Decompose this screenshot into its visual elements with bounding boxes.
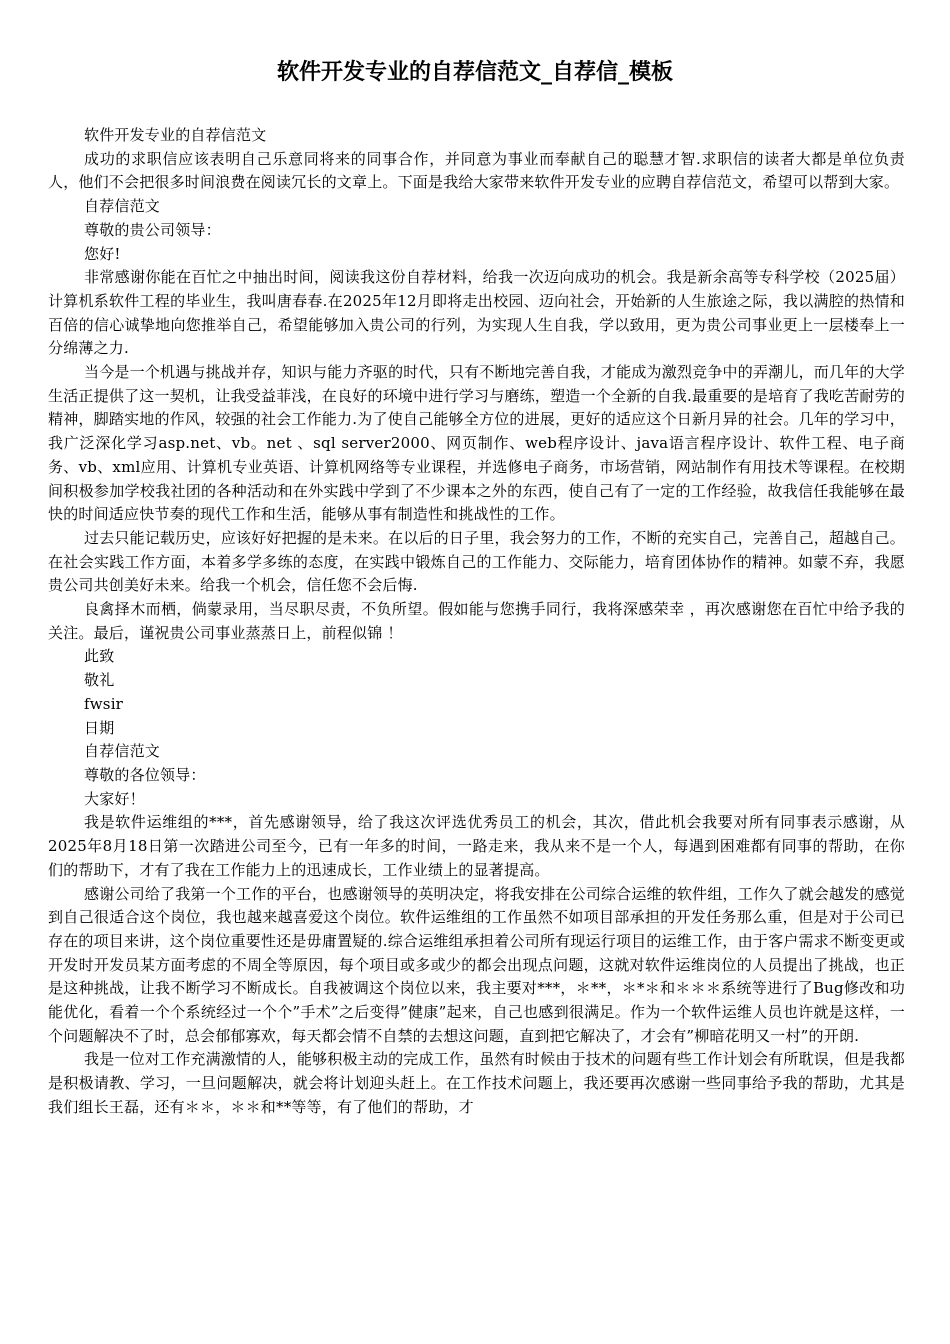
paragraph-body: 过去只能记载历史，应该好好把握的是未来。在以后的日子里，我会努力的工作，不断的充实自己，完善自己，超越自己。在社会实践工作方面，本着多学多练的态度，在实践中锻炼自己的工作能力、交际能力，培育团体协作的精神。如蒙不弃，我愿贵公司共创美好未来。给我一个机会，信任您不会后悔. [48,528,905,595]
paragraph-signature: fwsir [84,694,124,713]
paragraph-section-label: 自荐信范文 [84,742,161,761]
paragraph-greeting: 大家好！ [84,789,145,808]
paragraph-body: 我是一位对工作充满激情的人，能够积极主动的完成工作，虽然有时候由于技术的问题有些工作计划会有所耽误，但是我都是积极请教、学习，一旦问题解决，就会将计划迎头赶上。在工作技术问题上，我还要再次感谢一些同事给予我的帮助，尤其是我们组长王磊，还有＊＊，＊＊和**等等，有了他们的帮助，才 [48,1050,905,1116]
paragraph-section-label: 自荐信范文 [84,197,161,216]
paragraph-intro: 成功的求职信应该表明自己乐意同将来的同事合作，并同意为事业而奉献自己的聪慧才智.求职信的读者大都是单位负责人，他们不会把很多时间浪费在阅读冗长的文章上。下面是我给大家带来软件开发专业的应聘自荐信范文，希望可以帮到大家。 [48,149,905,192]
paragraph-body: 非常感谢你能在百忙之中抽出时间，阅读我这份自荐材料，给我一次迈向成功的机会。我是新余高等专科学校（2025届）计算机系软件工程的毕业生，我叫唐春春.在2025年12月即将走出校园、迈向社会，开始新的人生旅途之际，我以满腔的热情和百倍的信心诚挚地向您推举自己，希望能够加入贵公司的行列，为实现人生自我，学以致用，更为贵公司事业更上一层楼奉上一分绵薄之力. [48,268,905,358]
paragraph-salutation: 尊敬的各位领导： [84,765,206,784]
paragraph-body: 感谢公司给了我第一个工作的平台，也感谢领导的英明决定，将我安排在公司综合运维的软件组，工作久了就会越发的感觉到自己很适合这个岗位，我也越来越喜爱这个岗位。软件运维组的工作虽然不如项目部承担的开发任务那么重，但是对于公司已存在的项目来讲，这个岗位重要性还是毋庸置疑的.综合运维组承担着公司所有现运行项目的运维工作，由于客户需求不断变更或开发时开发员某方面考虑的不周全等原因，每个项目或多或少的都会出现点问题，这就对软件运维岗位的人员提出了挑战，也正是这种挑战，让我不断学习不断成长。自我被调这个岗位以来，我主要对***，＊**，＊*＊和＊＊＊系统等进行了Bug修改和功能优化，看着一个个系统经过一个个”手术”之后变得”健康”起来，自己也感到很满足。作为一个软件运维人员也许就是这样，一个问题解决不了时，总会郁郁寡欢，每天都会情不自禁的去想这问题，直到把它解决了，才会有”柳暗花明又一村”的开朗. [48,884,905,1045]
paragraph-heading: 软件开发专业的自荐信范文 [84,126,267,144]
paragraph-body: 良禽择木而栖，倘蒙录用，当尽职尽责，不负所望。假如能与您携手同行，我将深感荣幸 ，再次感谢您在百忙中给予我的关注。最后，谨祝贵公司事业蒸蒸日上，前程似锦 ！ [48,600,905,642]
document-title: 软件开发专业的自荐信范文_自荐信_模板 [276,60,673,85]
paragraph-body: 当今是一个机遇与挑战并存，知识与能力齐驱的时代，只有不断地完善自我，才能成为激烈竞争中的弄潮儿，而几年的大学生活正提供了这一契机，让我受益菲浅，在良好的环境中进行学习与磨练，塑造一个全新的自我.最重要的是培育了我吃苦耐劳的精神，脚踏实地的作风，较强的社会工作能力.为了使自己能够全方位的进展，更好的适应这个日新月异的社会。几年的学习中，我广泛深化学习asp.net、vb。net 、sql server2000、网页制作、web程序设计、java语言程序设计、软件工程、电子商务、vb、xml应用、计算机专业英语、计算机网络等专业课程，并选修电子商务，市场营销，网站制作有用技术等课程。在校期间积极参加学校我社团的各种活动和在外实践中学到了不少课本之外的东西，使自己有了一定的工作经验，故我信任我能够在最快的时间适应快节奏的现代工作和生活，能够从事有制造性和挑战性的工作。 [48,363,905,524]
document-body [48,124,905,1120]
paragraph-closing: 敬礼 [84,671,115,690]
paragraph-greeting: 您好! [84,244,121,263]
paragraph-salutation: 尊敬的贵公司领导： [84,220,221,239]
paragraph-closing: 此致 [84,647,115,666]
paragraph-body: 我是软件运维组的***，首先感谢领导，给了我这次评选优秀员工的机会，其次，借此机会我要对所有同事表示感谢，从2025年8月18日第一次踏进公司至今，已有一年多的时间，一路走来，我从来不是一个人，每遇到困难都有同事的帮助，在你们的帮助下，才有了我在工作能力上的迅速成长，工作业绩上的显著提高。 [48,813,905,879]
paragraph-date: 日期 [84,718,115,737]
